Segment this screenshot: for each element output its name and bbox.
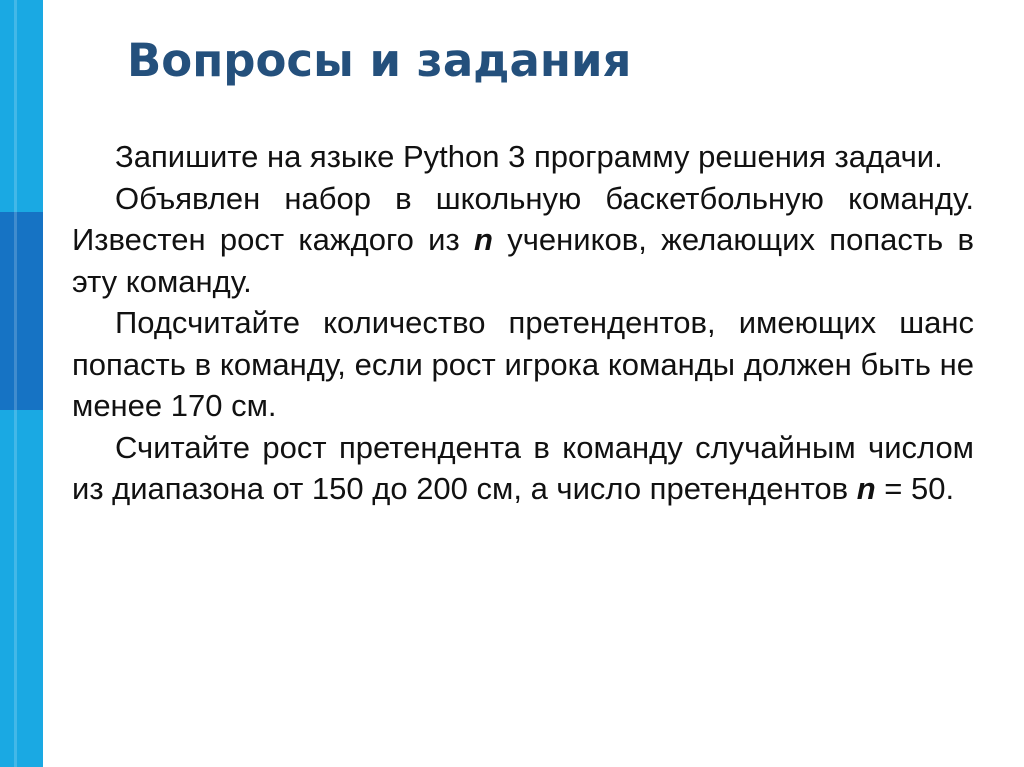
paragraph-text: Запишите на языке Python 3 программу решения задачи. <box>115 139 943 174</box>
paragraph-text: = 50. <box>875 471 955 506</box>
paragraph-text: Подсчитайте количество претендентов, имеющих шанс попасть в команду, если рост игрока команды должен быть не менее 170 см. <box>72 305 974 423</box>
paragraph-text: учеников, желающих попасть в эту команду. <box>72 222 974 299</box>
accent-bar-highlight <box>14 0 17 767</box>
paragraph-task-intro <box>72 136 974 178</box>
paragraph-random-height <box>72 427 974 510</box>
accent-bar-dark-segment <box>0 212 43 410</box>
paragraph-team-recruitment <box>72 178 974 303</box>
variable-n: n <box>473 222 493 257</box>
paragraph-text: Считайте рост претендента в команду случайным числом из диапазона от 150 до 200 см, а число претендентов <box>72 429 974 506</box>
accent-bar-light-top <box>0 0 43 212</box>
slide-title: Вопросы и задания <box>127 34 632 87</box>
accent-bar-light-bottom <box>0 410 43 767</box>
task-text <box>72 136 974 510</box>
paragraph-text: Объявлен набор в школьную баскетбольную команду. Известен рост каждого из <box>72 180 974 257</box>
variable-n: n <box>856 471 876 506</box>
paragraph-count-candidates <box>72 302 974 427</box>
left-accent-bar <box>0 0 43 767</box>
